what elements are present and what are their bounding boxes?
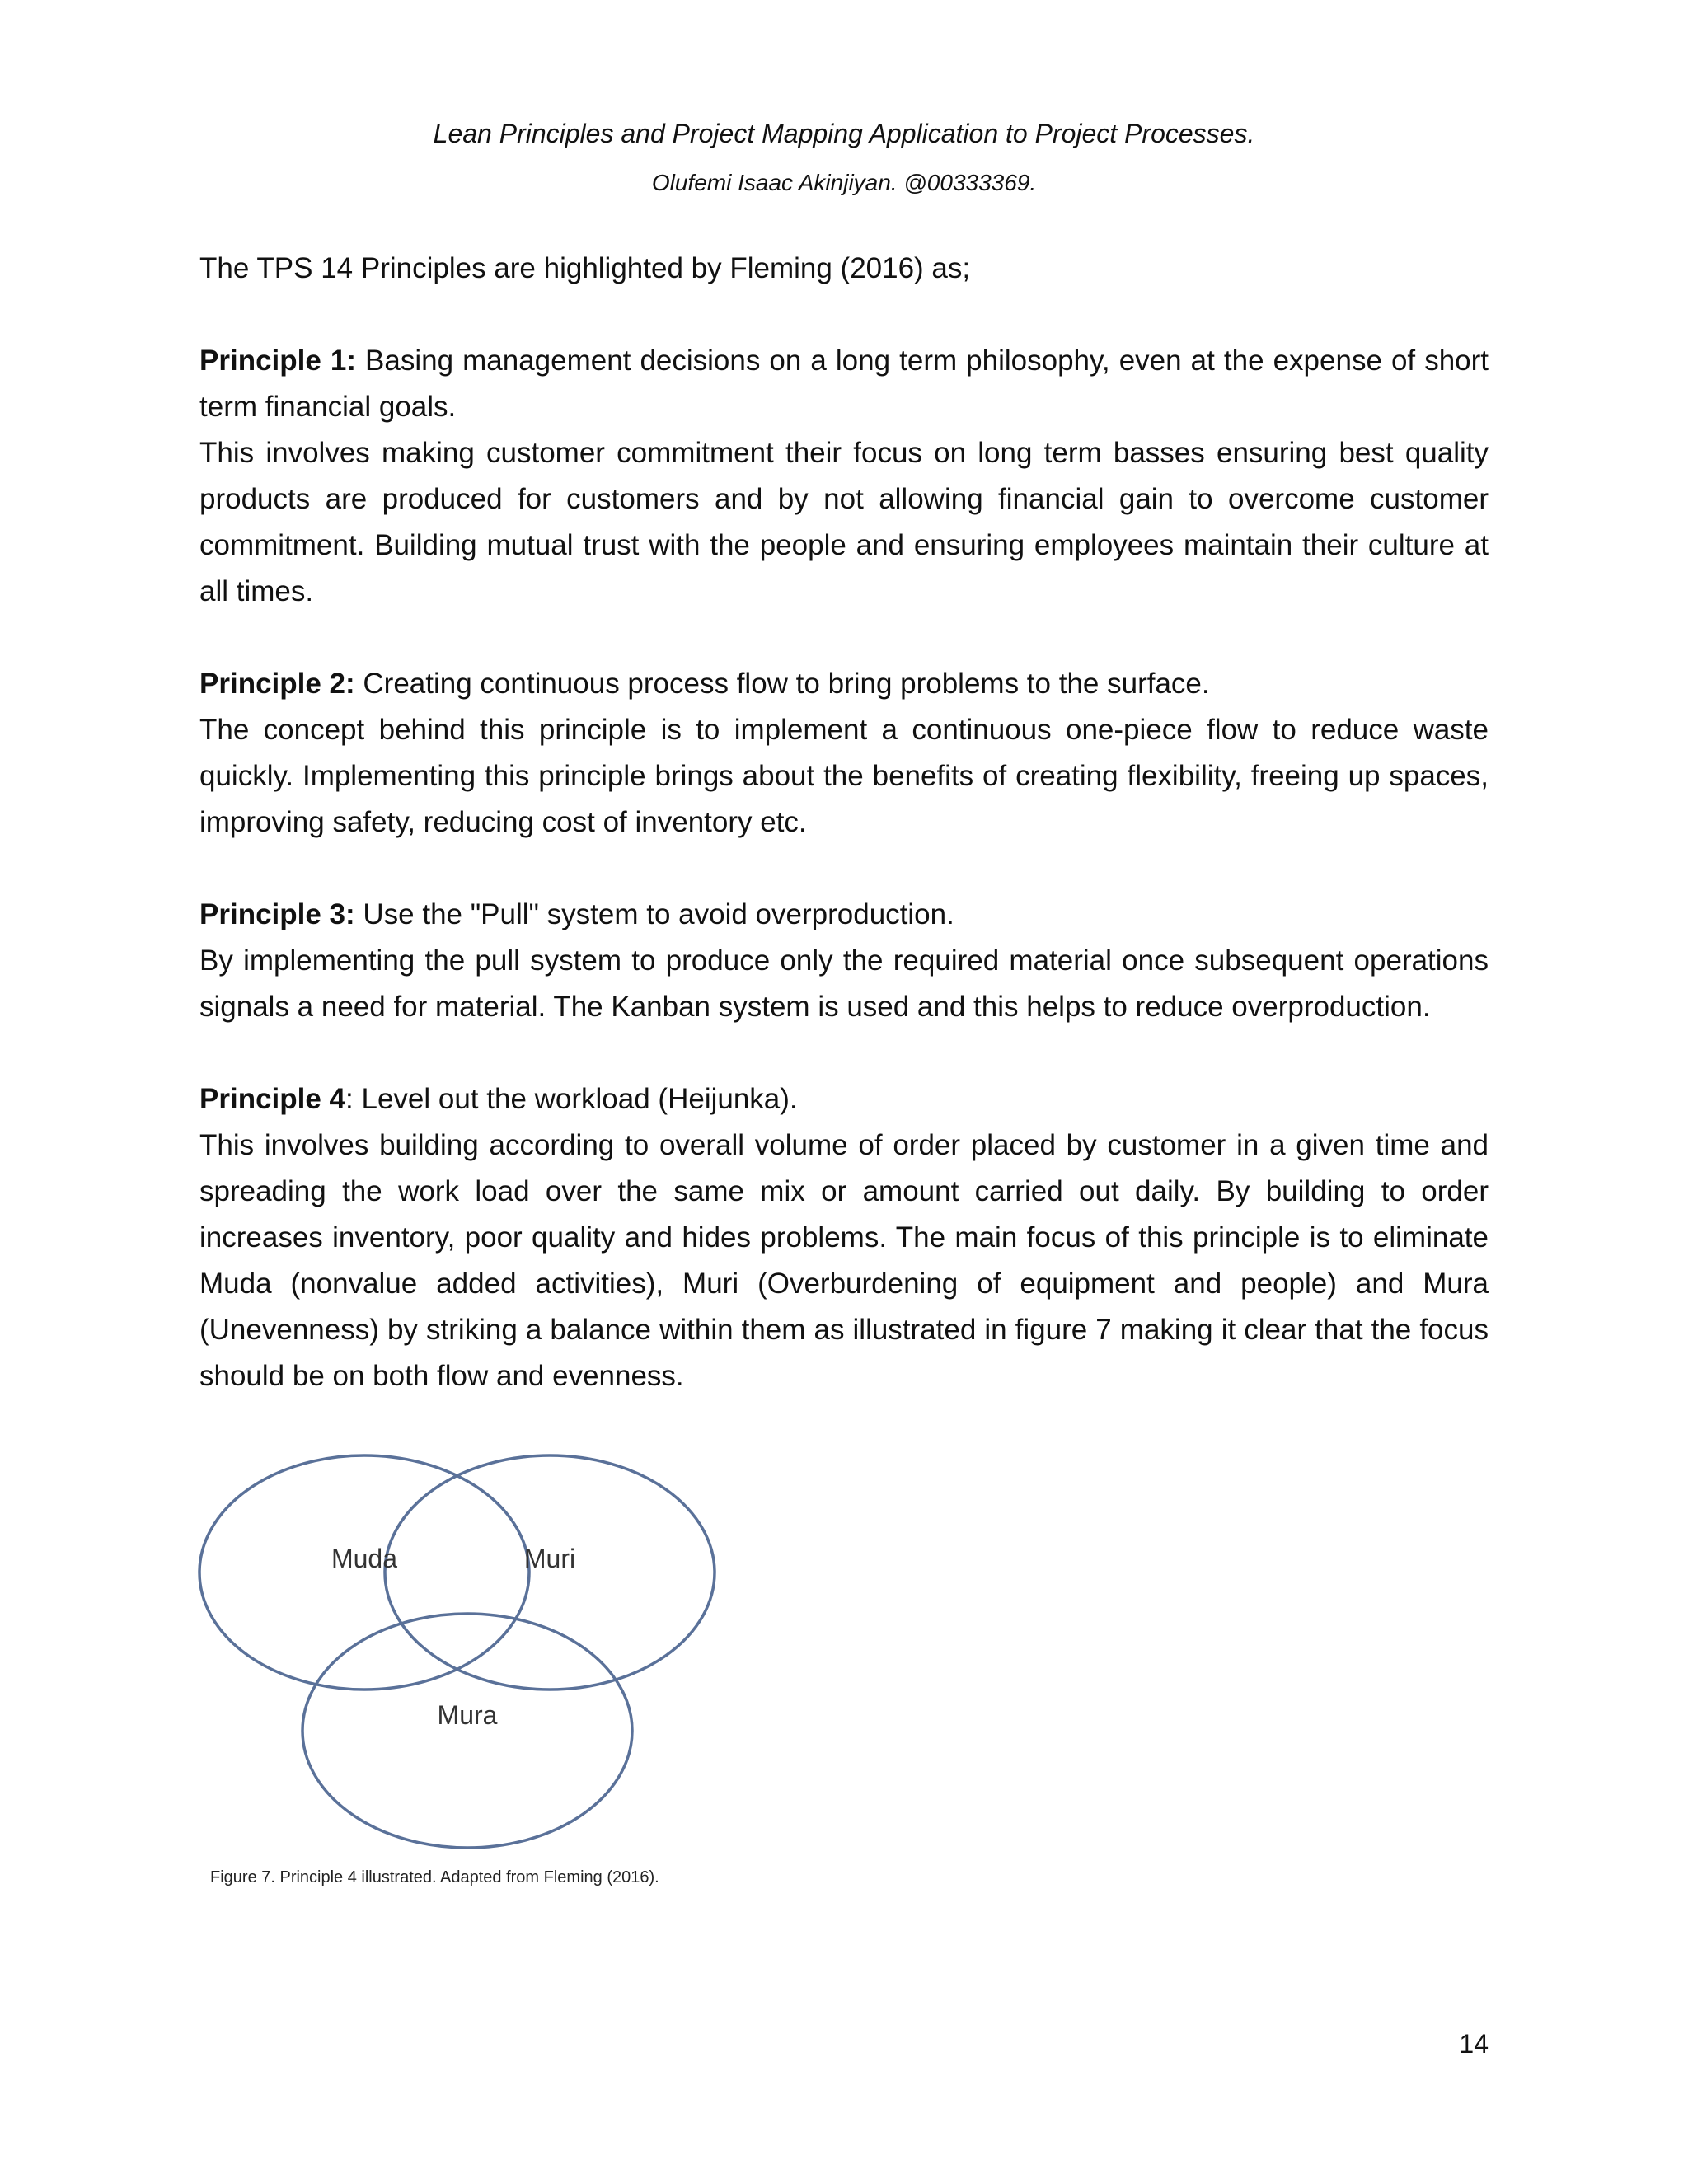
document-body [199, 246, 1489, 1446]
principle-title: Use the "Pull" system to avoid overproduction. [354, 898, 954, 930]
mura-label: Mura [437, 1700, 498, 1730]
principle-title: Basing management decisions on a long term philosophy, even at the expense of short term financial goals. [199, 344, 1489, 423]
venn-diagram-figure [195, 1451, 722, 1854]
intro-paragraph: The TPS 14 Principles are highlighted by Fleming (2016) as; [199, 252, 971, 284]
principle-heading [199, 1076, 1489, 1122]
principle-label: Principle 1: [199, 344, 356, 377]
principle-label: Principle 3: [199, 898, 355, 930]
mura-circle [302, 1614, 632, 1848]
principle-title: Creating continuous process flow to bring problems to the surface. [354, 668, 1210, 700]
page-number: 14 [1459, 2029, 1489, 2059]
principle-body: This involves building according to overall volume of order placed by customer in a given time and spreading the work load over the same mix or amount carried out daily. By building to order increases inventory, poor quality and hides problems. The main focus of this principle is to eliminate Muda (nonvalue added activities), Muri (Overburdening of equipment and people) and Mura (Unevenness) by striking a balance within them as illustrated in figure 7 making it clear that the focus should be on both flow and evenness. [199, 1129, 1489, 1392]
principle-body: By implementing the pull system to produce only the required material once subsequent operations signals a need for material. The Kanban system is used and this helps to reduce overproduction. [199, 944, 1489, 1023]
principle-heading [199, 661, 1489, 707]
figure-caption: Figure 7. Principle 4 illustrated. Adapted from Fleming (2016). [210, 1868, 659, 1886]
principle-1 [199, 338, 1489, 615]
principle-2 [199, 661, 1489, 846]
principle-4 [199, 1076, 1489, 1399]
venn-diagram [195, 1451, 722, 1854]
running-header-title: Lean Principles and Project Mapping Application to Project Processes. [433, 119, 1255, 148]
principle-label: Principle 2: [199, 668, 355, 700]
principle-body: This involves making customer commitment their focus on long term basses ensuring best quality products are produced for customers and by not allowing financial gain to overcome customer commitment. Building mutual trust with the people and ensuring employees maintain their culture at all times. [199, 437, 1489, 607]
principle-heading [199, 892, 1489, 938]
muda-label: Muda [331, 1544, 398, 1573]
principle-label: Principle 4 [199, 1083, 346, 1115]
principle-title: : Level out the workload (Heijunka). [345, 1083, 798, 1115]
principle-3 [199, 892, 1489, 1030]
running-header-author: Olufemi Isaac Akinjiyan. @00333369. [651, 170, 1037, 195]
muri-label: Muri [523, 1544, 576, 1573]
principle-heading [199, 338, 1489, 430]
principle-body: The concept behind this principle is to implement a continuous one-piece flow to reduce waste quickly. Implementing this principle brings about the benefits of creating flexibility, freeing up spaces, improving safety, reducing cost of inventory etc. [199, 714, 1489, 838]
